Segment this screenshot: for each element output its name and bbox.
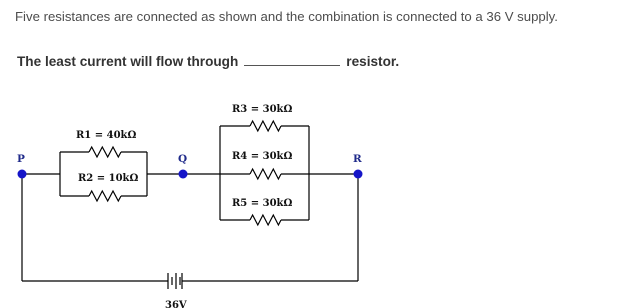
question-text: Five resistances are connected as shown and the combination is connected to a 36 V supply. <box>15 9 558 24</box>
r2-label: R2 = 10kΩ <box>78 173 139 184</box>
r5-label: R5 = 30kΩ <box>232 198 293 209</box>
supply-label: 36V <box>165 300 187 308</box>
node-r-dot <box>354 170 363 179</box>
node-q-label: Q <box>178 153 188 165</box>
battery-symbol <box>168 273 182 289</box>
node-q-dot <box>179 170 188 179</box>
node-p-label: P <box>17 153 25 165</box>
prompt-after-text: resistor. <box>346 54 400 69</box>
r1-label: R1 = 40kΩ <box>76 130 137 141</box>
node-p-dot <box>18 170 27 179</box>
r3-label: R3 = 30kΩ <box>232 104 293 115</box>
node-r-label: R <box>353 153 362 165</box>
r4-label: R4 = 30kΩ <box>232 151 293 162</box>
circuit-wires <box>22 121 358 281</box>
prompt-before-text: The least current will flow through <box>17 54 239 69</box>
